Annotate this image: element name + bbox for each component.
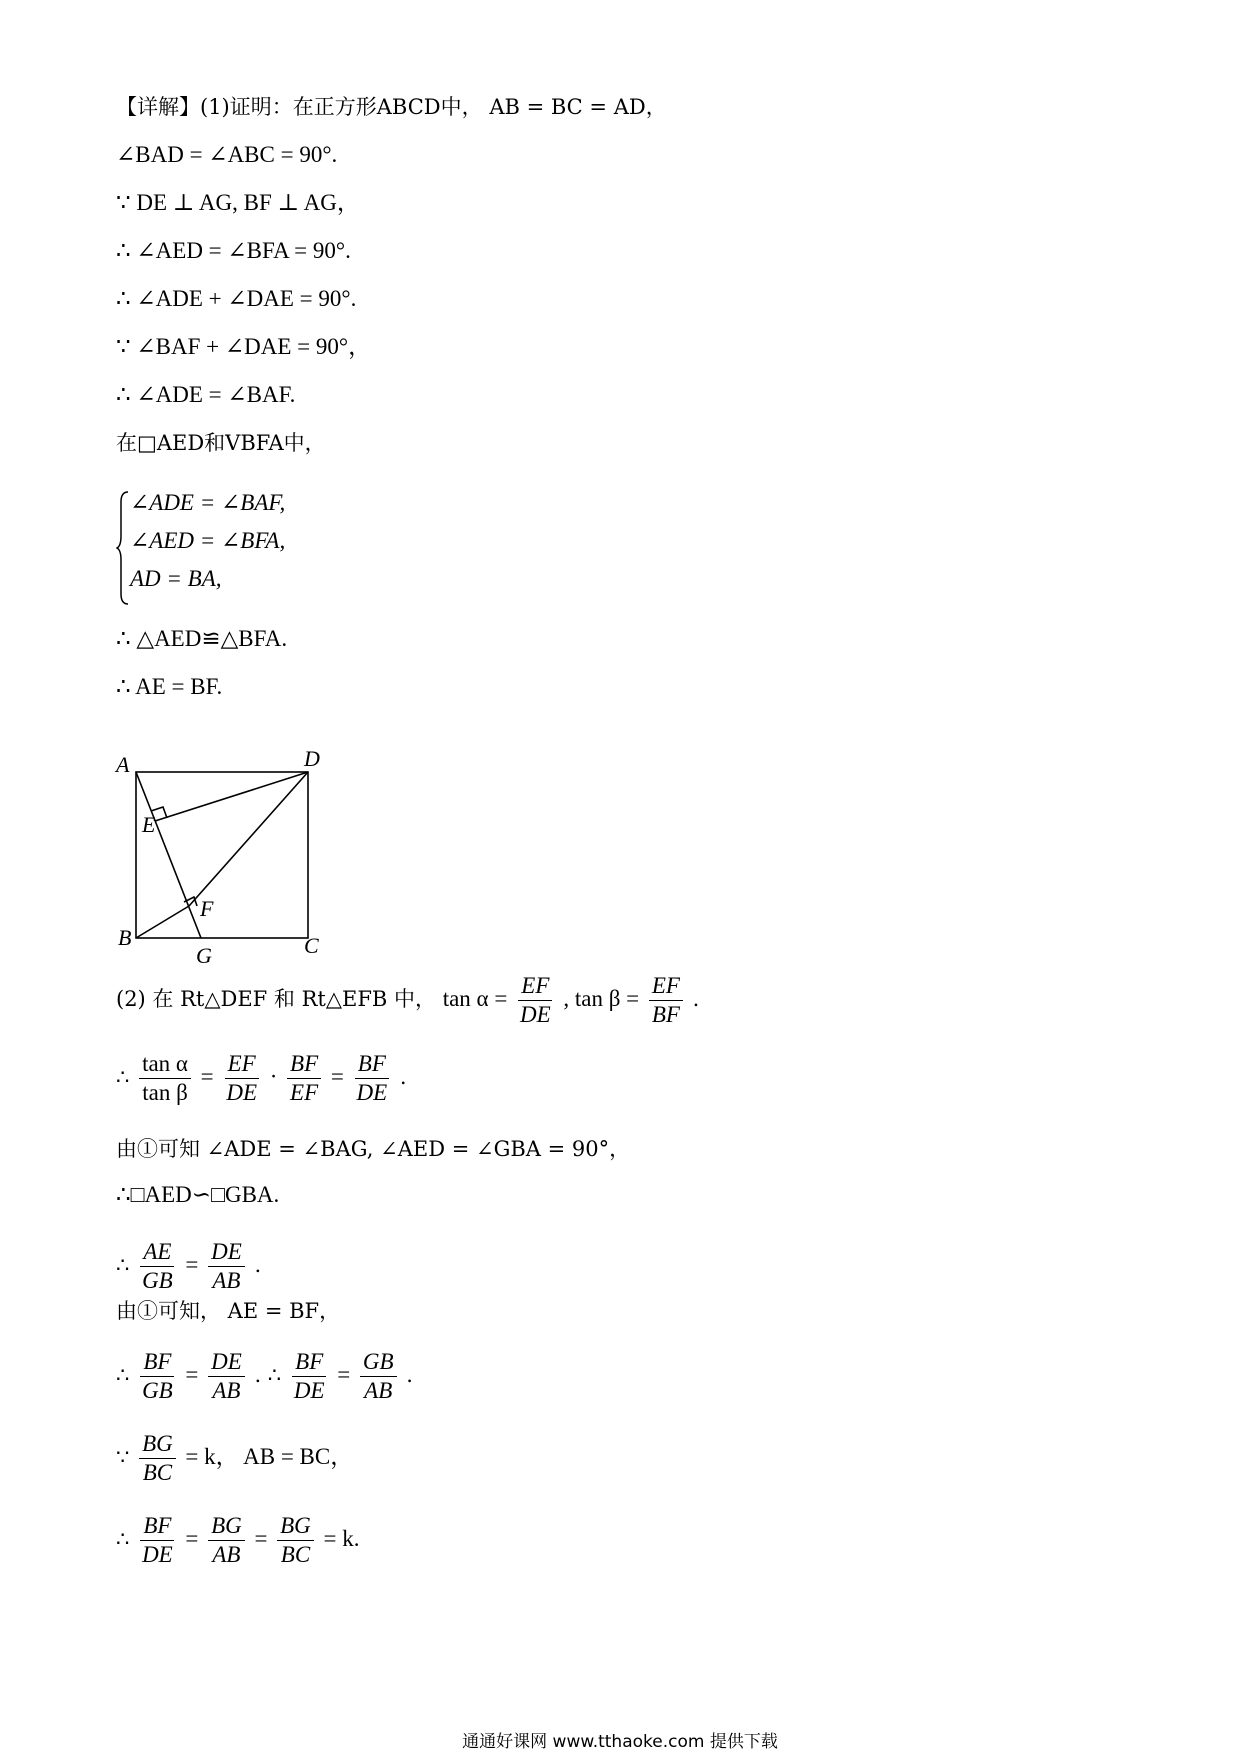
den: GB [142, 1378, 173, 1403]
line-2: ∠BAD = ∠ABC = 90°. [116, 142, 338, 167]
den: DE [520, 1002, 551, 1027]
line-8: 在□AED和VBFA中， [116, 431, 326, 455]
den: AB [212, 1378, 241, 1403]
frac-gb-ab [360, 1348, 397, 1405]
frac-ef-de-2 [223, 1050, 260, 1107]
tan-alpha-label: tan α = [442, 986, 508, 1011]
line-7: ∴ ∠ADE = ∠BAF. [116, 382, 296, 407]
label-f: F [200, 896, 214, 921]
frac-de-ab [208, 1238, 245, 1295]
den: tan β [142, 1080, 188, 1105]
mid-therefore: . ∴ [254, 1363, 282, 1387]
num: EF [225, 1050, 259, 1079]
k-equals: = k， AB = BC， [185, 1444, 354, 1469]
num: BF [140, 1348, 174, 1377]
square-abcd [136, 772, 308, 938]
frac-ae-gb [139, 1238, 176, 1295]
therefore-symbol: ∴ [116, 1363, 130, 1387]
num: AE [140, 1238, 174, 1267]
therefore-symbol: ∴ [116, 1065, 130, 1089]
label-g: G [196, 943, 212, 968]
frac-bg-ab [208, 1512, 245, 1569]
line-10: ∴ AE = BF. [116, 674, 223, 699]
num: BG [208, 1512, 245, 1541]
frac-bf-gb [139, 1348, 176, 1405]
num: BG [277, 1512, 314, 1541]
brace-system [116, 488, 436, 608]
label-d: D [304, 746, 320, 771]
k-end: = k. [323, 1526, 360, 1551]
because-symbol: ∵ [116, 1445, 130, 1469]
frac-de-ab-2 [208, 1348, 245, 1405]
p2-row-9 [116, 1512, 359, 1569]
den: EF [290, 1080, 319, 1105]
p2-row-6: 由①可知， AE = BF， [116, 1299, 341, 1323]
den: DE [356, 1080, 388, 1105]
frac-ef-de [517, 972, 554, 1029]
eq: = [185, 1362, 199, 1387]
eq: = [254, 1526, 268, 1551]
label-c: C [304, 933, 319, 958]
line-3: ∵ DE ⊥ AG, BF ⊥ AG， [116, 190, 360, 215]
line-9: ∴ △AED≌△BFA. [116, 626, 288, 651]
segment-bf [136, 906, 189, 938]
p2-row-4: ∴□AED∽□GBA. [116, 1182, 280, 1207]
brace-row-1: ∠ADE = ∠BAF, [130, 490, 286, 515]
frac-bf-ef [287, 1050, 321, 1107]
frac-bg-bc-2 [277, 1512, 314, 1569]
p2-row-1 [116, 972, 699, 1029]
eq: = [200, 1064, 214, 1089]
page-footer: 通通好课网 www.tthaoke.com 提供下载 [462, 1732, 778, 1752]
p2-row-8 [116, 1430, 353, 1487]
left-brace-icon [116, 488, 130, 608]
geometry-figure [112, 740, 342, 968]
num: DE [208, 1238, 245, 1267]
num: EF [518, 972, 552, 1001]
brace-row-3: AD = BA, [130, 566, 222, 591]
den: DE [226, 1080, 257, 1105]
num: BF [292, 1348, 326, 1377]
frac-bf-de-2 [291, 1348, 328, 1405]
period: . [254, 1253, 262, 1277]
num: DE [208, 1348, 245, 1377]
frac-ef-bf [649, 972, 683, 1029]
den: BC [280, 1542, 311, 1567]
eq: = [330, 1064, 344, 1089]
line-6: ∵ ∠BAF + ∠DAE = 90°， [116, 334, 372, 359]
line-1: 【详解】(1)证明：在正方形ABCD中， AB = BC = AD， [116, 95, 667, 119]
therefore-symbol: ∴ [116, 1253, 130, 1277]
p2-row-3: 由①可知 ∠ADE = ∠BAG, ∠AED = ∠GBA = 90°， [116, 1137, 631, 1161]
frac-tan-ratio [139, 1050, 191, 1107]
p2-row-2 [116, 1050, 407, 1107]
den: AB [364, 1378, 393, 1403]
segment-df [189, 772, 308, 906]
den: AB [212, 1542, 241, 1567]
period: . [406, 1363, 413, 1387]
eq: = [185, 1252, 199, 1277]
num: BG [139, 1430, 176, 1459]
line-4: ∴ ∠AED = ∠BFA = 90°. [116, 238, 351, 263]
brace-row-2: ∠AED = ∠BFA, [130, 528, 286, 553]
therefore-symbol: ∴ [116, 1527, 130, 1551]
eq: = [185, 1526, 199, 1551]
segment-ag [136, 772, 201, 938]
num: tan α [139, 1050, 191, 1079]
tan-beta-label: , tan β = [563, 986, 640, 1011]
line-5: ∴ ∠ADE + ∠DAE = 90°. [116, 286, 357, 311]
p2-row-5 [116, 1238, 261, 1295]
p2-intro: (2) 在 Rt△DEF 和 Rt△EFB 中， [116, 987, 436, 1011]
num: BF [355, 1050, 389, 1079]
den: BC [142, 1460, 173, 1485]
label-a: A [116, 752, 130, 777]
den: GB [142, 1268, 173, 1293]
num: BF [140, 1512, 174, 1541]
label-b: B [118, 925, 132, 950]
den: AB [212, 1268, 241, 1293]
den: DE [293, 1378, 325, 1403]
p2-row-7 [116, 1348, 413, 1405]
num: BF [287, 1050, 321, 1079]
frac-bf-de [354, 1050, 391, 1107]
den: BF [651, 1002, 680, 1027]
label-e: E [142, 812, 156, 837]
den: DE [142, 1542, 173, 1567]
segment-de [155, 772, 308, 821]
period: . [399, 1065, 407, 1089]
num: GB [360, 1348, 397, 1377]
dot: · [269, 1064, 278, 1089]
frac-bf-de-3 [139, 1512, 176, 1569]
num: EF [649, 972, 683, 1001]
frac-bg-bc [139, 1430, 176, 1487]
period: . [692, 987, 700, 1011]
eq: = [337, 1362, 351, 1387]
